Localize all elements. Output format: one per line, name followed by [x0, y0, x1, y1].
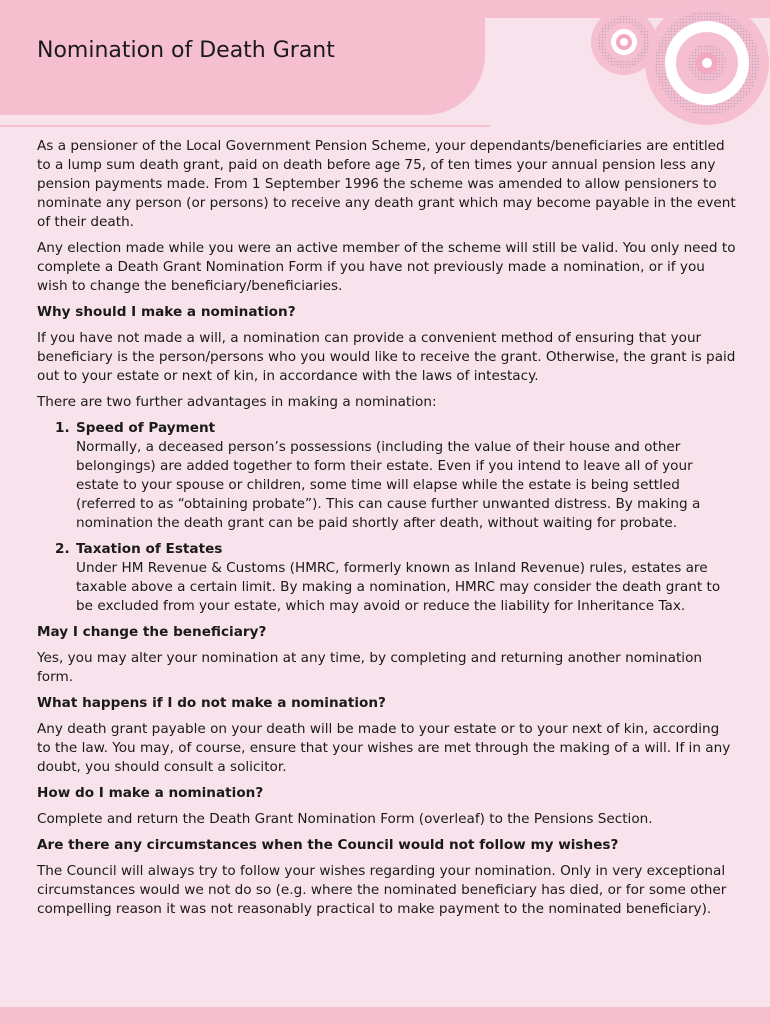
header-rule	[0, 125, 490, 127]
advantage-text: Under HM Revenue & Customs (HMRC, formerly known as Inland Revenue) rules, estates are taxable above a certain limit. By making a nomination, HMRC may consider the death grant to be excluded from your estate, which may avoid or reduce the liability for Inheritance Tax.	[76, 560, 721, 614]
decorative-circles	[580, 0, 770, 125]
title-panel	[0, 18, 485, 115]
no-nomination-paragraph: Any death grant payable on your death will be made to your estate or to your next of kin, according to the law. You may, of course, ensure that your wishes are met through the making of a will. If in any doubt, you should consult a solicitor.	[37, 721, 731, 775]
page-title: Nomination of Death Grant	[37, 38, 335, 63]
why-heading: Why should I make a nomination?	[37, 304, 296, 320]
advantage-title: Speed of Payment	[76, 420, 216, 436]
bottom-band	[0, 1007, 770, 1024]
advantage-text: Normally, a deceased person’s possessions (including the value of their house and other belongings) are added together to form their estate. Even if you intend to leave all of your estate to your spouse or children, some time will elapse while the estate is being settled (referred to as “obtaining probate”). This can cause further unwanted distress. By making a nomination the death grant can be paid shortly after death, without waiting for probate.	[76, 439, 701, 531]
why-paragraph-2: There are two further advantages in making a nomination:	[37, 394, 437, 410]
advantage-title: Taxation of Estates	[76, 541, 223, 557]
advantage-item	[37, 419, 737, 533]
advantage-number: 2.	[55, 541, 70, 557]
change-heading: May I change the beneficiary?	[37, 624, 267, 640]
document-body	[37, 137, 737, 926]
large-target-circle	[645, 1, 769, 125]
circumstances-paragraph: The Council will always try to follow your wishes regarding your nomination. Only in very exceptional circumstances would we not do so (e.g. where the nominated beneficiary has died, or for some other compelling reason it was not reasonably practical to make payment to the nominated beneficiary).	[37, 863, 727, 917]
how-heading: How do I make a nomination?	[37, 785, 264, 801]
advantages-list	[37, 419, 737, 616]
no-nomination-heading: What happens if I do not make a nomination?	[37, 695, 386, 711]
how-paragraph: Complete and return the Death Grant Nomination Form (overleaf) to the Pensions Section.	[37, 811, 653, 827]
intro-paragraph-1: As a pensioner of the Local Government Pension Scheme, your dependants/beneficiaries are entitled to a lump sum death grant, paid on death before age 75, of ten times your annual pension less any pension payments made. From 1 September 1996 the scheme was amended to allow pensioners to nominate any person (or persons) to receive any death grant which may become payable in the event of their death.	[37, 138, 736, 230]
change-paragraph: Yes, you may alter your nomination at any time, by completing and returning another nomination form.	[37, 650, 703, 685]
advantage-item	[37, 540, 737, 616]
intro-paragraph-2: Any election made while you were an active member of the scheme will still be valid. You only need to complete a Death Grant Nomination Form if you have not previously made a nomination, or if you wish to change the beneficiary/beneficiaries.	[37, 240, 736, 294]
why-paragraph-1: If you have not made a will, a nomination can provide a convenient method of ensuring that your beneficiary is the person/persons who you would like to receive the grant. Otherwise, the grant is paid out to your estate or next of kin, in accordance with the laws of intestacy.	[37, 330, 736, 384]
circumstances-heading: Are there any circumstances when the Council would not follow my wishes?	[37, 837, 619, 853]
advantage-number: 1.	[55, 420, 70, 436]
small-target-circle	[591, 9, 657, 75]
